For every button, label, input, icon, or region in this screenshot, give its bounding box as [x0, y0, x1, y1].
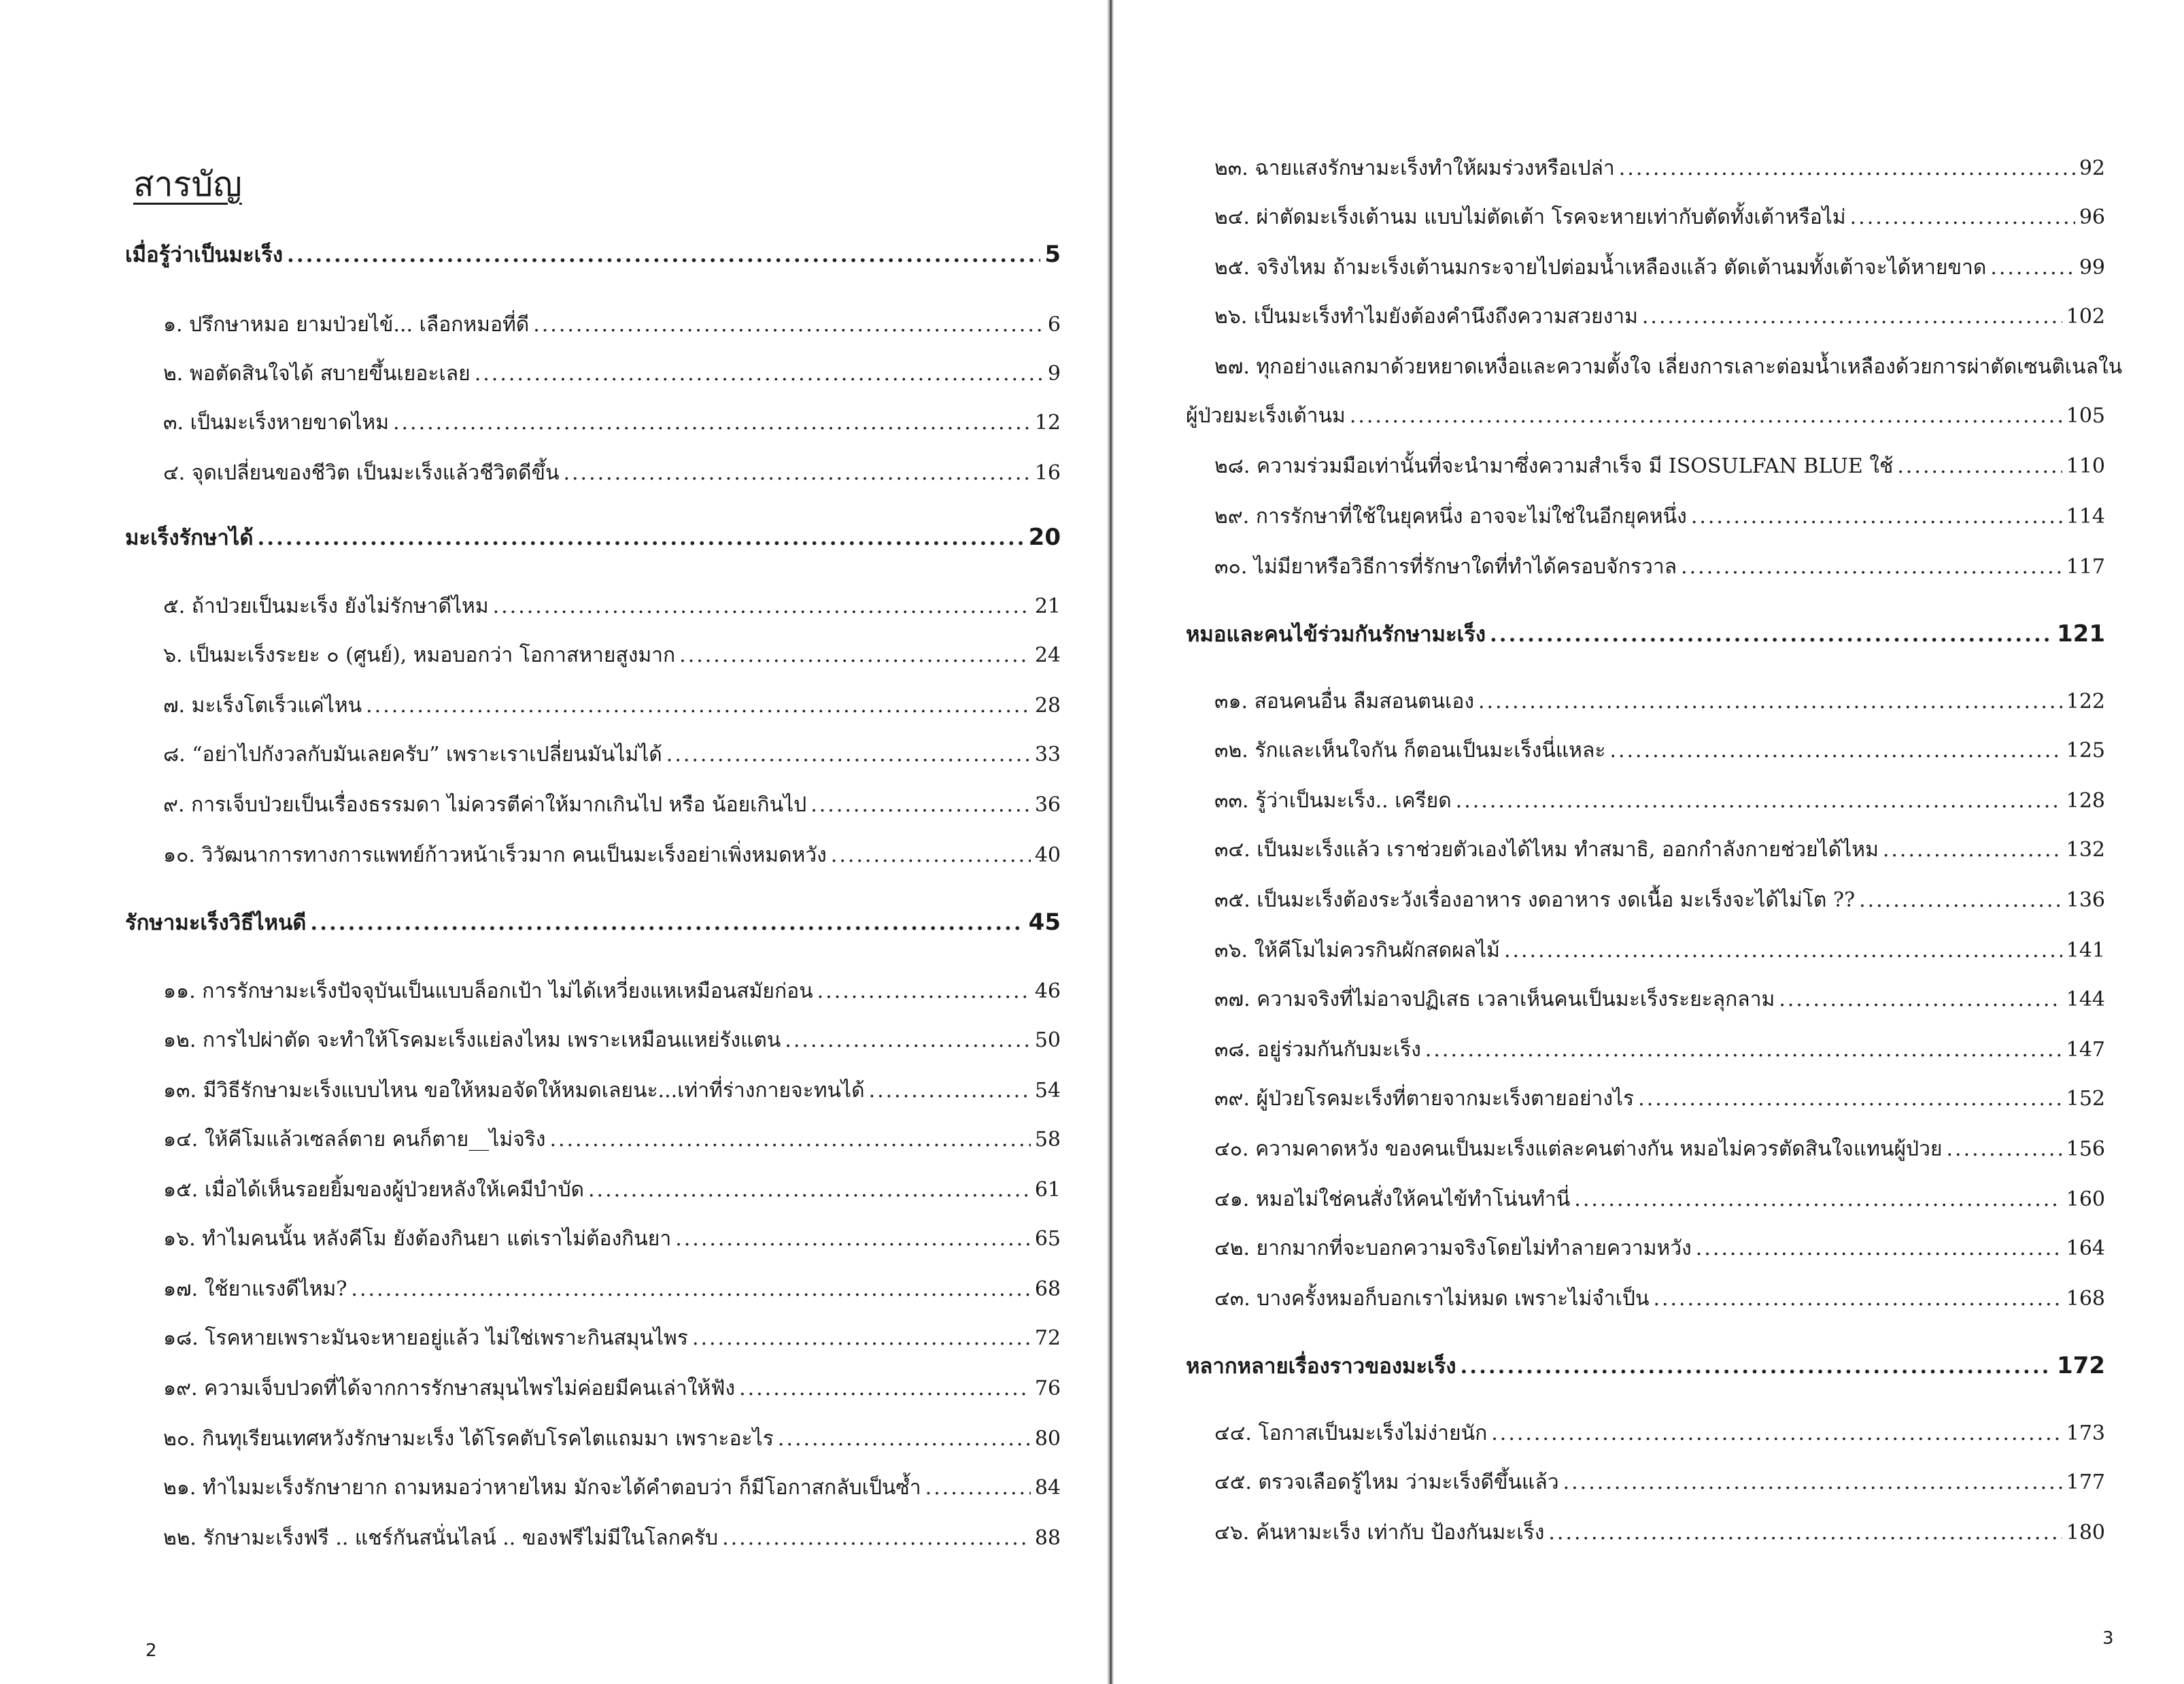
page-title: สารบัญ [133, 165, 242, 204]
dot-leader [1609, 736, 2062, 766]
page-ref: 172 [2057, 1352, 2105, 1379]
page-ref: 117 [2066, 555, 2105, 579]
toc-entry [163, 458, 1061, 488]
dot-leader [588, 1175, 1031, 1205]
toc-entry [163, 1424, 1061, 1454]
toc-entry [163, 1275, 1061, 1304]
entry-title: ๓๕. เป็นมะเร็งต้องระวังเรื่องอาหาร งดอาหาร งดเนื้อ มะเร็งจะได้ไม่โต ?? [1214, 888, 1856, 912]
section-title: หมอและคนไข้ร่วมกันรักษามะเร็ง [1186, 622, 1486, 647]
page-ref: 180 [2066, 1521, 2105, 1545]
entry-title: ๓๗. ความจริงที่ไม่อาจปฏิเสธ เวลาเห็นคนเป็นมะเร็งระยะลุกลาม [1214, 988, 1775, 1011]
dot-leader [675, 1224, 1031, 1254]
entry-title: ๒๒. รักษามะเร็งฟรี .. แชร์กันสนั่นไลน์ .. ของฟรีไม่มีในโลกครับ [163, 1526, 719, 1550]
dot-leader [1619, 154, 2075, 184]
dot-leader [925, 1473, 1031, 1503]
page-ref: 105 [2066, 404, 2105, 428]
entry-title: ๔๒. ยากมากที่จะบอกความจริงโดยไม่ทำลายความหวัง [1214, 1236, 1692, 1260]
page-ref: 141 [2066, 939, 2105, 962]
toc-entry [1214, 352, 2123, 382]
page-ref: 45 [1028, 909, 1061, 936]
entry-title: ๒๔. ผ่าตัดมะเร็งเต้านม แบบไม่ตัดเต้า โรคจะหายเท่ากับตัดทั้งเต้าหรือไม่ [1214, 205, 1846, 229]
entry-title: ๔. จุดเปลี่ยนของชีวิต เป็นมะเร็งแล้วชีวิตดีขึ้น [163, 461, 560, 485]
dot-leader [831, 841, 1031, 871]
toc-entry [163, 1473, 1061, 1503]
page-ref: 110 [2066, 454, 2105, 478]
entry-title: ๓๐. ไม่มียาหรือวิธีการที่รักษาใดที่ทำได้ครอบจักรวาล [1214, 555, 1677, 579]
entry-title: ๑๕. เมื่อได้เห็นรอยยิ้มของผู้ป่วยหลังให้เคมีบำบัด [163, 1178, 584, 1202]
page-ref: 40 [1034, 843, 1061, 867]
entry-title: ๒๙. การรักษาที่ใช้ในยุคหนึ่ง อาจจะไม่ใช่ในอีกยุคหนึ่ง [1214, 505, 1687, 528]
dot-leader [1850, 203, 2075, 233]
dot-leader [1461, 1351, 2053, 1381]
dot-leader [1548, 1518, 2062, 1548]
toc-section-heading [125, 239, 1061, 270]
dot-leader [1691, 502, 2062, 532]
dot-leader [1504, 936, 2062, 966]
dot-leader [722, 1523, 1031, 1553]
entry-title: ๓๑. สอนคนอื่น ลืมสอนตนเอง [1214, 690, 1475, 713]
toc-section-heading [1186, 619, 2105, 650]
toc-section-heading [125, 907, 1061, 938]
page-ref: 20 [1028, 524, 1061, 551]
entry-title: ๔๑. หมอไม่ใช่คนสั่งให้คนไข้ทำโน่นทำนี่ [1214, 1188, 1571, 1211]
page-ref: 36 [1034, 793, 1061, 817]
toc-entry [163, 1374, 1061, 1404]
entry-title: ๑๒. การไปผ่าตัด จะทำให้โรคมะเร็งแย่ลงไหม เพราะเหมือนแหย่รังแตน [163, 1028, 781, 1052]
entry-title: ๒๘. ความร่วมมือเท่านั้นที่จะนำมาซึ่งความสำเร็จ มี ISOSULFAN BLUE ใช้ [1214, 454, 1894, 478]
toc-entry [163, 790, 1061, 820]
toc-entry [1214, 502, 2105, 532]
entry-title: ๓๒. รักและเห็นใจกัน ก็ตอนเป็นมะเร็งนี่แหละ [1214, 739, 1606, 762]
page-ref: 96 [2079, 205, 2105, 229]
entry-title: ๔๖. ค้นหามะเร็ง เท่ากับ ป้องกันมะเร็ง [1214, 1521, 1545, 1545]
page-ref: 160 [2066, 1188, 2105, 1211]
entry-title: ๓๖. ให้คีโมไม่ควรกินผักสดผลไม้ [1214, 939, 1500, 962]
page-ref: 136 [2066, 888, 2105, 912]
page-ref: 164 [2066, 1236, 2105, 1260]
dot-leader [666, 740, 1031, 770]
dot-leader [563, 458, 1030, 488]
dot-leader [811, 790, 1031, 820]
toc-entry [163, 1076, 1061, 1106]
entry-title: ๑๗. ใช้ยาแรงดีไหม? [163, 1277, 347, 1301]
dot-leader [1425, 1035, 2062, 1065]
dot-leader [1574, 1185, 2062, 1215]
entry-title: ๒๑. ทำไมมะเร็งรักษายาก ถามหมอว่าหายไหม มักจะได้คำตอบว่า ก็มีโอกาสกลับเป็นซ้ำ [163, 1476, 921, 1500]
page-ref: 72 [1034, 1326, 1061, 1350]
dot-leader [1883, 835, 2062, 865]
dot-leader [1653, 1284, 2062, 1314]
entry-title: ๑๙. ความเจ็บปวดที่ได้จากการรักษาสมุนไพรไม่ค่อยมีคนเล่าให้ฟัง [163, 1377, 736, 1400]
toc-entry [1214, 1419, 2105, 1449]
toc-entry [1214, 985, 2105, 1015]
toc-entry [1214, 687, 2105, 717]
toc-section-heading [125, 522, 1061, 553]
dot-leader [287, 240, 1040, 270]
dot-leader [493, 592, 1031, 622]
page-ref: 177 [2066, 1470, 2105, 1494]
toc-entry [1214, 154, 2105, 184]
dot-leader [1563, 1468, 2062, 1498]
toc-entry [163, 977, 1061, 1007]
toc-entry [163, 740, 1061, 770]
dot-leader [1990, 253, 2075, 283]
section-title: หลากหลายเรื่องราวของมะเร็ง [1186, 1354, 1456, 1379]
page-ref: 168 [2066, 1287, 2105, 1311]
dot-leader [1350, 401, 2062, 431]
entry-title: ๔๕. ตรวจเลือดรู้ไหม ว่ามะเร็งดีขึ้นแล้ว [1214, 1470, 1559, 1494]
toc-entry [163, 641, 1061, 671]
toc-entry [1214, 886, 2105, 915]
page-ref: 9 [1047, 362, 1061, 386]
toc-entry [1214, 736, 2105, 766]
toc-entry [1214, 302, 2105, 332]
dot-leader [1638, 1084, 2062, 1114]
toc-entry [1214, 835, 2105, 865]
dot-leader [257, 523, 1024, 553]
dot-leader [785, 1026, 1030, 1056]
entry-title: ๔๔. โอกาสเป็นมะเร็งไม่ง่ายนัก [1214, 1421, 1488, 1445]
page-number-left: 2 [146, 1640, 157, 1661]
toc-entry [1214, 1234, 2105, 1264]
page-ref: 84 [1034, 1476, 1061, 1500]
dot-leader [475, 359, 1044, 389]
toc-entry [1214, 552, 2105, 582]
dot-leader [817, 977, 1031, 1007]
entry-title: ๓๔. เป็นมะเร็งแล้ว เราช่วยตัวเองได้ไหม ทำสมาธิ, ออกกำลังกายช่วยได้ไหม [1214, 838, 1879, 862]
toc-entry [1214, 1468, 2105, 1498]
section-title: รักษามะเร็งวิธีไหนดี [125, 911, 307, 935]
entry-title: ๔๐. ความคาดหวัง ของคนเป็นมะเร็งแต่ละคนต่างกัน หมอไม่ควรตัดสินใจแทนผู้ป่วย [1214, 1137, 1943, 1161]
page-ref: 12 [1034, 411, 1061, 435]
dot-leader [1681, 552, 2062, 582]
toc-entry [1214, 1134, 2105, 1164]
toc-entry [1214, 936, 2105, 966]
entry-title: ๖. เป็นมะเร็งระยะ ๐ (ศูนย์), หมอบอกว่า โอกาสหายสูงมาก [163, 643, 676, 667]
page-ref: 65 [1034, 1227, 1061, 1251]
page-ref: 156 [2066, 1137, 2105, 1161]
dot-leader [393, 408, 1031, 438]
toc-entry [1214, 1035, 2105, 1065]
page-ref: 173 [2066, 1421, 2105, 1445]
dot-leader [1490, 620, 2053, 650]
toc-entry [163, 1125, 1061, 1155]
entry-title: ๑๑. การรักษามะเร็งปัจจุบันเป็นแบบล็อกเป้า ไม่ได้เหวี่ยงแหเหมือนสมัยก่อน [163, 979, 813, 1003]
entry-title: ๓๘. อยู่ร่วมกันกับมะเร็ง [1214, 1038, 1421, 1062]
dot-leader [310, 908, 1024, 938]
dot-leader [366, 691, 1031, 721]
page-ref: 21 [1034, 594, 1061, 618]
toc-entry [163, 1324, 1061, 1353]
dot-leader [869, 1076, 1031, 1106]
entry-title: ๑๘. โรคหายเพราะมันจะหายอยู่แล้ว ไม่ใช่เพราะกินสมุนไพร [163, 1326, 688, 1350]
toc-entry [163, 310, 1061, 340]
entry-title: ๓๙. ผู้ป่วยโรคมะเร็งที่ตายจากมะเร็งตายอย่างไร [1214, 1087, 1635, 1111]
entry-title: ๕. ถ้าป่วยเป็นมะเร็ง ยังไม่รักษาดีไหม [163, 594, 489, 618]
page-ref: 125 [2066, 739, 2105, 762]
toc-entry [163, 1175, 1061, 1205]
page-ref: 68 [1034, 1277, 1061, 1301]
page-ref: 121 [2057, 620, 2105, 647]
entry-title: ๓๓. รู้ว่าเป็นมะเร็ง.. เครียด [1214, 789, 1452, 813]
entry-title: ๑๖. ทำไมคนนั้น หลังคีโม ยังต้องกินยา แต่เราไม่ต้องกินยา [163, 1227, 672, 1251]
toc-entry [1214, 786, 2105, 816]
entry-title: ๗. มะเร็งโตเร็วแค่ไหน [163, 694, 362, 718]
entry-title: ๔๓. บางครั้งหมอก็บอกเราไม่หมด เพราะไม่จำเป็น [1214, 1287, 1650, 1311]
toc-entry [1214, 1185, 2105, 1215]
page-ref: 99 [2079, 256, 2105, 280]
toc-entry [163, 359, 1061, 389]
page-ref: 128 [2066, 789, 2105, 813]
toc-entry [163, 1523, 1061, 1553]
page-number-right: 3 [2102, 1628, 2114, 1649]
entry-title: ๙. การเจ็บป่วยเป็นเรื่องธรรมดา ไม่ควรตีค่าให้มากเกินไป หรือ น้อยเกินไป [163, 793, 807, 817]
dot-leader [679, 641, 1031, 671]
page-ref: 54 [1034, 1079, 1061, 1102]
dot-leader [1859, 886, 2062, 915]
dot-leader [739, 1374, 1031, 1404]
entry-title: ๑๐. วิวัฒนาการทางการแพทย์ก้าวหน้าเร็วมาก คนเป็นมะเร็งอย่าเพิ่งหมดหวัง [163, 843, 827, 867]
toc-entry [1214, 203, 2105, 233]
page-ref: 92 [2079, 156, 2105, 180]
dot-leader [778, 1424, 1031, 1454]
dot-leader [533, 310, 1044, 340]
page-ref: 33 [1034, 743, 1061, 767]
toc-entry [1214, 1518, 2105, 1548]
page-ref: 61 [1034, 1178, 1061, 1202]
page-ref: 80 [1034, 1427, 1061, 1451]
toc-section-heading [1186, 1351, 2105, 1381]
dot-leader [351, 1275, 1030, 1304]
dot-leader [1478, 687, 2062, 717]
toc-entry [163, 1026, 1061, 1056]
dot-leader [692, 1324, 1031, 1353]
page-ref: 114 [2066, 505, 2105, 528]
entry-title: ๒๐. กินทุเรียนเทศหวังรักษามะเร็ง ได้โรคตับโรคไตแถมมา เพราะอะไร [163, 1427, 774, 1451]
toc-entry [1214, 1084, 2105, 1114]
page-ref: 132 [2066, 838, 2105, 862]
toc-entry [1214, 253, 2105, 283]
section-title: เมื่อรู้ว่าเป็นมะเร็ง [125, 243, 284, 267]
dot-leader [549, 1125, 1030, 1155]
toc-entry [1214, 452, 2105, 482]
entry-title: ๒๗. ทุกอย่างแลกมาด้วยหยาดเหงื่อและความตั้งใจ เลี่ยงการเลาะต่อมน้ำเหลืองด้วยการผ่าตัดเซนติเนลใน [1214, 355, 2123, 379]
entry-title: ๑. ปรึกษาหมอ ยามป่วยไข้... เลือกหมอที่ดี [163, 313, 530, 337]
entry-title: ๑๓. มีวิธีรักษามะเร็งแบบไหน ขอให้หมอจัดให้หมดเลยนะ...เท่าที่ร่างกายจะทนได้ [163, 1079, 865, 1102]
dot-leader [1779, 985, 2062, 1015]
page-ref: 76 [1034, 1377, 1061, 1400]
toc-entry [163, 691, 1061, 721]
page-ref: 46 [1034, 979, 1061, 1003]
entry-title: ๘. “อย่าไปกังวลกับมันเลยครับ” เพราะเราเปลี่ยนมันไม่ได้ [163, 743, 662, 767]
right-page [1112, 0, 2184, 1684]
toc-entry [1214, 1284, 2105, 1314]
page-ref: 28 [1034, 694, 1061, 718]
entry-title: ๒๕. จริงไหม ถ้ามะเร็งเต้านมกระจายไปต่อมน้ำเหลืองแล้ว ตัดเต้านมทั้งเต้าจะได้หายขาด [1214, 256, 1987, 280]
dot-leader [1456, 786, 2062, 816]
dot-leader [1642, 302, 2062, 332]
page-ref: 147 [2066, 1038, 2105, 1062]
page-ref: 6 [1047, 313, 1061, 337]
toc-entry [163, 841, 1061, 871]
dot-leader [1947, 1134, 2062, 1164]
dot-leader [1696, 1234, 2062, 1264]
page-ref: 5 [1044, 241, 1061, 268]
dot-leader [1897, 452, 2062, 482]
page-ref: 102 [2066, 305, 2105, 329]
page-ref: 144 [2066, 988, 2105, 1011]
toc-entry [1186, 401, 2105, 431]
page-ref: 152 [2066, 1087, 2105, 1111]
section-title: มะเร็งรักษาได้ [125, 526, 254, 550]
entry-title: ๒. พอตัดสินใจได้ สบายขึ้นเยอะเลย [163, 362, 471, 386]
page-ref: 50 [1034, 1028, 1061, 1052]
entry-title: ผู้ป่วยมะเร็งเต้านม [1186, 404, 1346, 428]
toc-entry [163, 408, 1061, 438]
entry-title: ๓. เป็นมะเร็งหายขาดไหม [163, 411, 389, 435]
dot-leader [1491, 1419, 2062, 1449]
page-ref: 16 [1034, 461, 1061, 485]
entry-title: ๒๓. ฉายแสงรักษามะเร็งทำให้ผมร่วงหรือเปล่า [1214, 156, 1615, 180]
page-ref: 58 [1034, 1128, 1061, 1151]
toc-entry [163, 1224, 1061, 1254]
page-ref: 24 [1034, 643, 1061, 667]
toc-entry [163, 592, 1061, 622]
page-ref: 122 [2066, 690, 2105, 713]
entry-title: ๑๔. ให้คีโมแล้วเซลล์ตาย คนก็ตาย__ไม่จริง [163, 1128, 546, 1151]
page-ref: 88 [1034, 1526, 1061, 1550]
entry-title: ๒๖. เป็นมะเร็งทำไมยังต้องคำนึงถึงความสวยงาม [1214, 305, 1638, 329]
